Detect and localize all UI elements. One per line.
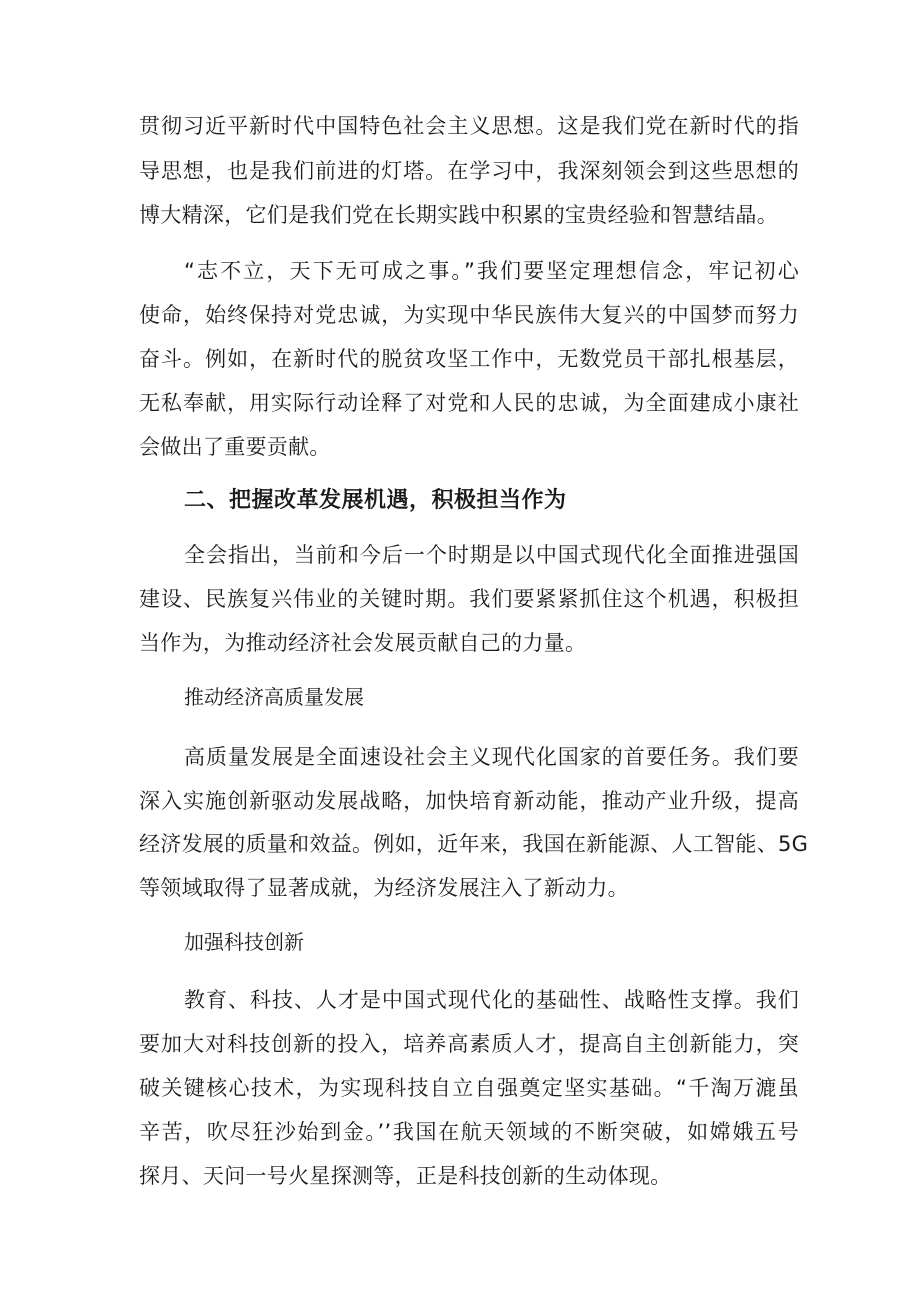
- paragraph-line: 经济发展的质量和效益。例如，近年来，我国在新能源、人工智能、5G: [139, 832, 809, 856]
- paragraph-line: 使命，始终保持对党忠诚，为实现中华民族伟大复兴的中国梦而努力: [139, 303, 799, 327]
- paragraph-line: 教育、科技、人才是中国式现代化的基础性、战略性支撑。我们: [184, 988, 799, 1012]
- section-heading: 二、把握改革发展机遇，积极担当作为: [184, 488, 567, 513]
- paragraph-line: 导思想，也是我们前进的灯塔。在学习中，我深刻领会到这些思想的: [139, 159, 799, 183]
- paragraph-line: 建设、民族复兴伟业的关键时期。我们要紧紧抓住这个机遇，积极担: [139, 587, 799, 611]
- paragraph-line: 高质量发展是全面速设社会主义现代化国家的首要任务。我们要: [184, 745, 799, 769]
- paragraph-line: 贯彻习近平新时代中国特色社会主义思想。这是我们党在新时代的指: [139, 114, 799, 138]
- paragraph-line: 博大精深，它们是我们党在长期实践中积累的宝贵经验和智慧结晶。: [139, 203, 778, 227]
- paragraph-line: 辛苦，吹尽狂沙始到金。’’我国在航天领域的不断突破，如嫦娥五号: [139, 1120, 799, 1144]
- subheading-tech: 加强科技创新: [184, 930, 304, 954]
- paragraph-line: “志不立，天下无可成之事。”我们要坚定理想信念，牢记初心: [184, 259, 799, 283]
- paragraph-line: 破关键核心技术，为实现科技自立自强奠定坚实基础。“千淘万漉虽: [139, 1076, 799, 1100]
- paragraph-line: 全会指出，当前和今后一个时期是以中国式现代化全面推进强国: [184, 543, 799, 567]
- subheading-economy: 推动经济高质量发展: [184, 685, 364, 709]
- paragraph-line: 等领域取得了显著成就，为经济发展注入了新动力。: [139, 876, 629, 900]
- paragraph-line: 深入实施创新驱动发展战略，加快培育新动能，推动产业升级，提高: [139, 789, 799, 813]
- paragraph-line: 会做出了重要贡献。: [139, 435, 331, 459]
- paragraph-line: 无私奉献，用实际行动诠释了对党和人民的忠诚，为全面建成小康社: [139, 391, 799, 415]
- paragraph-line: 奋斗。例如，在新时代的脱贫攻坚工作中，无数党员干部扎根基层，: [139, 347, 799, 371]
- paragraph-line: 当作为，为推动经济社会发展贡献自己的力量。: [139, 631, 587, 655]
- paragraph-line: 要加大对科技创新的投入，培养高素质人才，提高自主创新能力，突: [139, 1032, 799, 1056]
- paragraph-line: 探月、天问一号火星探测等，正是科技创新的生动体现。: [139, 1164, 672, 1188]
